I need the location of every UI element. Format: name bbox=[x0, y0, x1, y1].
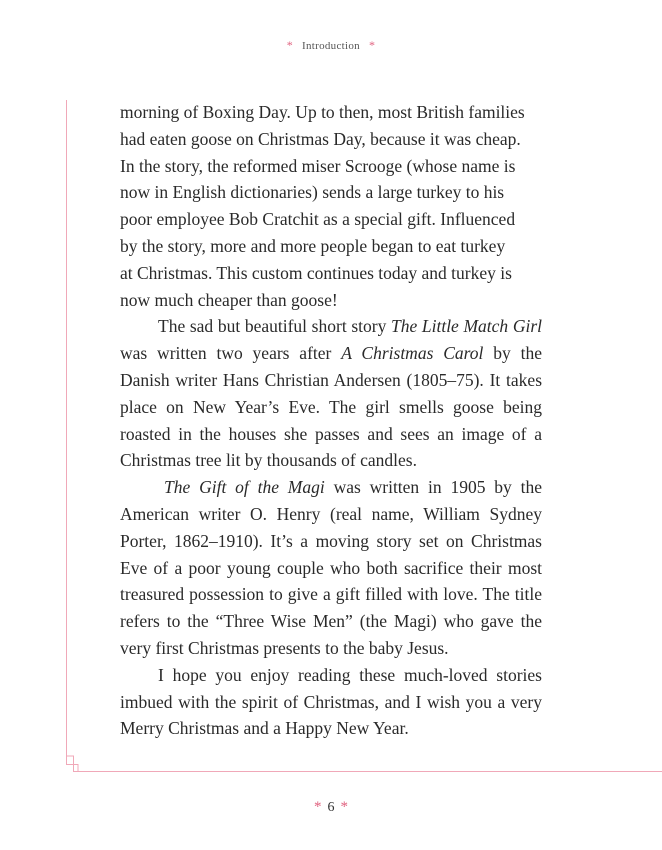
paragraph-2-text-c: by the Danish writer Hans Christian Andersen (1805–75). It takes place on New Year’s Eve. The girl smells goose being roasted in the houses she passes and sees an image of a Christmas tree lit by thousands of candles. bbox=[120, 343, 542, 471]
book-title-little-match-girl: The Little Match Girl bbox=[390, 316, 542, 337]
frame-left-line bbox=[66, 100, 67, 745]
body-text bbox=[120, 99, 542, 742]
header-ornament-right: * bbox=[368, 38, 376, 52]
paragraph-1-line-7: at Christmas. This custom continues today and turkey is bbox=[120, 262, 512, 283]
footer-ornament-left: * bbox=[314, 799, 322, 815]
paragraph-1-line-5: poor employee Bob Cratchit as a special gift. Influenced bbox=[120, 209, 516, 230]
paragraph-1-line-1: morning of Boxing Day. Up to then, most British families bbox=[120, 102, 525, 122]
paragraph-4: I hope you enjoy reading these much-loved stories imbued with the spirit of Christmas, and I wish you a very Merry Christmas and a Happy New Year. bbox=[120, 664, 542, 739]
frame-bottom-line bbox=[90, 771, 662, 772]
book-title-christmas-carol: A Christmas Carol bbox=[341, 343, 484, 364]
footer-ornament-right: * bbox=[340, 799, 348, 815]
paragraph-3-text: was written in 1905 by the American writer O. Henry (real name, William Sydney Porter, 1862–1910). It’s a moving story set on Christmas Eve of a poor young couple who both sacrifice their most treasured possession to give a gift filled with love. The title refers to the “Three Wise Men” (the Magi) who gave the very first Christmas presents to the baby Jesus. bbox=[120, 477, 542, 658]
paragraph-1-line-4: now in English dictionaries) sends a large turkey to his bbox=[120, 182, 505, 203]
paragraph-1-line-6: by the story, more and more people began to eat turkey bbox=[120, 235, 506, 256]
paragraph-2-text-a: The sad but beautiful short story bbox=[158, 316, 391, 337]
paragraph-2 bbox=[120, 313, 542, 474]
book-title-gift-of-the-magi: The Gift of the Magi bbox=[164, 477, 325, 498]
paragraph-1 bbox=[120, 99, 542, 313]
frame-corner-ornament bbox=[66, 744, 92, 774]
running-header bbox=[0, 38, 662, 53]
header-title: Introduction bbox=[302, 40, 360, 52]
paragraph-3 bbox=[120, 474, 542, 662]
page-footer bbox=[0, 799, 662, 816]
paragraph-1-line-3: In the story, the reformed miser Scrooge (whose name is bbox=[120, 155, 516, 176]
paragraph-1-line-8: now much cheaper than goose! bbox=[120, 289, 338, 310]
paragraph-2-text-b: was written two years after bbox=[120, 343, 342, 364]
header-ornament-left: * bbox=[286, 38, 293, 52]
paragraph-1-line-2: had eaten goose on Christmas Day, because it was cheap. bbox=[120, 128, 521, 149]
page-number: 6 bbox=[327, 800, 335, 815]
